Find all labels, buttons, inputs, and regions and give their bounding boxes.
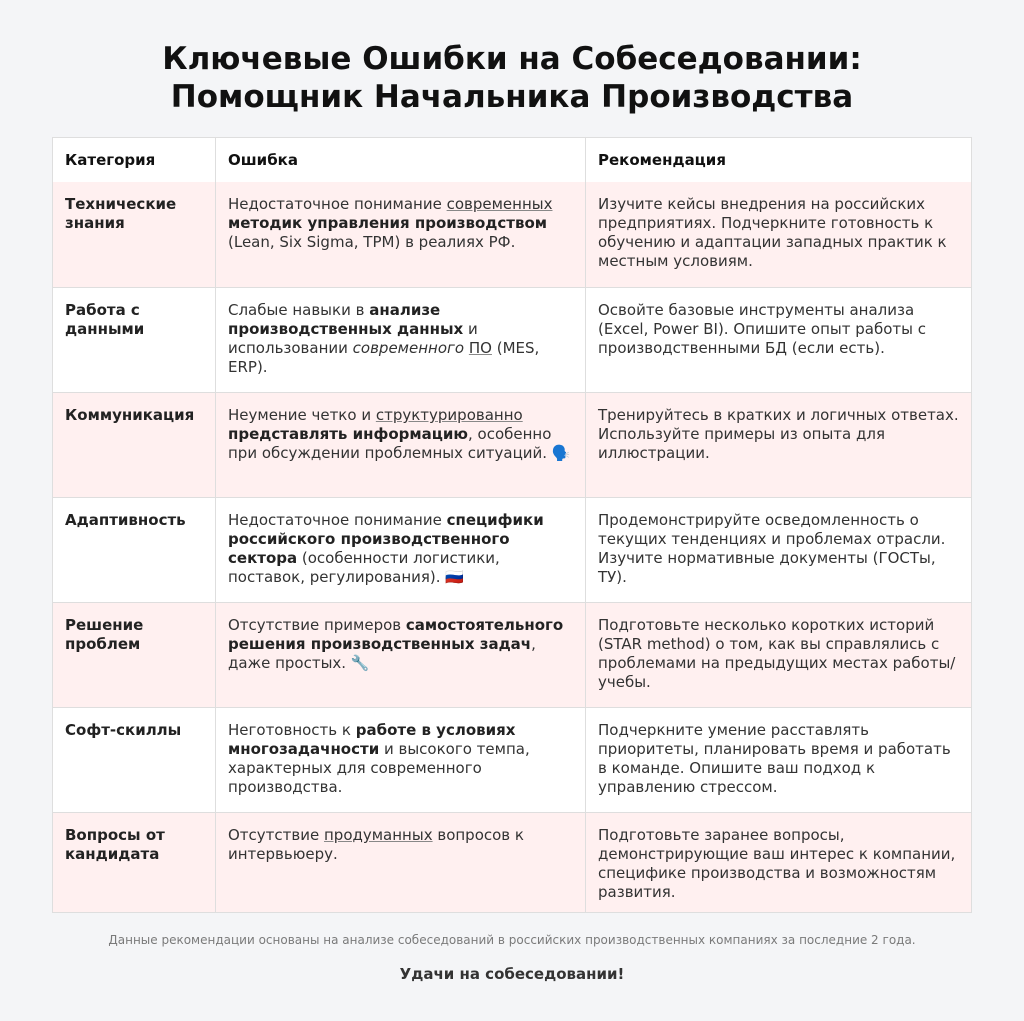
mistake-underline: продуманных	[323, 826, 433, 844]
mistake-emphasis: анализе производственных данных	[228, 301, 464, 338]
cell-category: Работа с данными	[53, 288, 216, 392]
mistake-text: , особенно при обсуждении проблемных ситуаций.	[228, 425, 552, 462]
mistake-emphasis: методик управления производством	[228, 214, 548, 232]
table-header-row	[53, 138, 971, 182]
page-title	[0, 40, 1024, 116]
table-row	[53, 392, 971, 497]
cell-recommendation: Подчеркните умение расставлять приоритеты, планировать время и работать в команде. Опишите ваш подход к управлению стрессом.	[598, 721, 951, 796]
mistake-text: Неготовность к	[228, 721, 356, 739]
cell-category: Софт-скиллы	[53, 708, 216, 812]
mistake-text: и высокого темпа, характерных для современного производства.	[228, 740, 530, 796]
mistake-text: , даже простых.	[228, 635, 536, 672]
mistake-emphasis: работе в условиях многозадачности	[228, 721, 516, 758]
mistake-text: Недостаточное понимание	[228, 195, 447, 213]
cell-category: Вопросы от кандидата	[53, 813, 216, 912]
cell-recommendation: Изучите кейсы внедрения на российских предприятиях. Подчеркните готовность к обучению и адаптации западных практик к местным условиям.	[598, 195, 947, 270]
table-body	[53, 182, 971, 912]
cell-recommendation: Продемонстрируйте осведомленность о текущих тенденциях и проблемах отрасли. Изучите нормативные документы (ГОСТы, ТУ).	[598, 511, 946, 586]
mistake-text: Неумение четко и	[228, 406, 376, 424]
cell-recommendation: Освойте базовые инструменты анализа (Excel, Power BI). Опишите опыт работы с производственными БД (если есть).	[598, 301, 926, 357]
table-row	[53, 602, 971, 707]
mistake-underline: современных	[446, 195, 553, 213]
header-recommendation: Рекомендация	[598, 151, 726, 169]
cell-mistake	[216, 708, 586, 812]
cell-category: Коммуникация	[53, 393, 216, 497]
cell-mistake	[216, 393, 586, 497]
mistake-underline: структурированно	[375, 406, 523, 424]
cell-mistake	[216, 288, 586, 392]
cell-recommendation: Подготовьте заранее вопросы, демонстрирующие ваш интерес к компании, специфике производства и возможностям развития.	[598, 826, 956, 901]
cell-mistake	[216, 498, 586, 602]
cell-category: Технические знания	[53, 182, 216, 287]
mistake-text: Отсутствие	[228, 826, 324, 844]
mistake-text: Недостаточное понимание	[228, 511, 447, 529]
cell-mistake	[216, 603, 586, 707]
mistakes-table	[52, 137, 972, 913]
mistake-text: Отсутствие примеров	[228, 616, 406, 634]
table-row	[53, 497, 971, 602]
mistake-text: и использовании	[228, 320, 478, 357]
cell-recommendation: Подготовьте несколько коротких историй (STAR method) о том, как вы справлялись с проблемами на предыдущих местах работы/учебы.	[598, 616, 956, 691]
cell-category: Адаптивность	[53, 498, 216, 602]
title-line-2: Помощник Начальника Производства	[170, 79, 854, 115]
title-line-1: Ключевые Ошибки на Собеседовании:	[162, 41, 862, 77]
emoji-icon: 🔧	[350, 654, 370, 672]
table-row	[53, 287, 971, 392]
emoji-icon: 🗣️	[551, 444, 571, 462]
cell-recommendation: Тренируйтесь в кратких и логичных ответах. Используйте примеры из опыта для иллюстрации.	[598, 406, 959, 462]
mistake-text: Слабые навыки в	[228, 301, 370, 319]
table-row	[53, 707, 971, 812]
header-mistake: Ошибка	[216, 138, 586, 182]
cell-category: Решение проблем	[53, 603, 216, 707]
table-row	[53, 182, 971, 287]
cell-mistake	[216, 182, 586, 287]
mistake-text: (MES, ERP).	[228, 339, 540, 376]
mistake-emphasis: специфики российского производственного сектора	[228, 511, 544, 567]
mistake-italic: современного	[352, 339, 465, 357]
emoji-icon: 🇷🇺	[445, 568, 465, 586]
signoff: Удачи на собеседовании!	[399, 965, 625, 983]
mistake-underline: ПО	[468, 339, 492, 357]
mistake-emphasis: представлять информацию	[228, 425, 468, 443]
footnote: Данные рекомендации основаны на анализе собеседований в российских производственных компаниях за последние 2 года.	[108, 933, 916, 947]
mistake-text: вопросов к интервьюеру.	[228, 826, 524, 863]
mistake-text: (особенности логистики, поставок, регулирования).	[228, 549, 500, 586]
table-row	[53, 812, 971, 912]
mistake-emphasis: самостоятельного решения производственных задач	[228, 616, 564, 653]
cell-mistake	[216, 813, 586, 912]
mistake-text: (Lean, Six Sigma, TPM) в реалиях РФ.	[228, 233, 516, 251]
header-category: Категория	[53, 138, 216, 182]
